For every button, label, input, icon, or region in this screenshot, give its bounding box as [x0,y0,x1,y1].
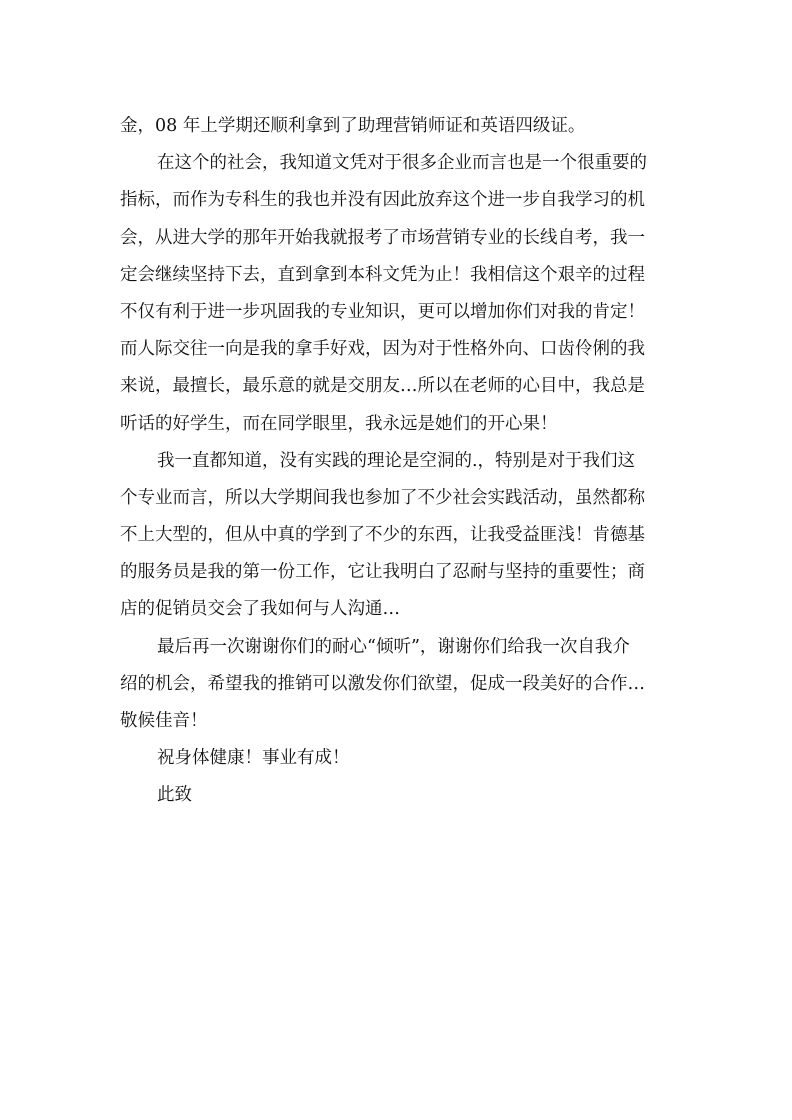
text-line: 店的促销员交会了我如何与人沟通… [120,599,400,620]
text-line: 个专业而言，所以大学期间我也参加了不少社会实践活动，虽然都称 [120,487,645,508]
text-line: 不上大型的，但从中真的学到了不少的东西，让我受益匪浅！肯德基 [120,525,645,546]
text-line: 敬候佳音！ [120,711,208,731]
closing-wish: 祝身体健康！事业有成！ [157,748,350,769]
text-line: 定会继续坚持下去，直到拿到本科文凭为止！我相信这个艰辛的过程 [120,264,645,285]
text-line: 指标，而作为专科生的我也并没有因此放弃这个进一步自我学习的机 [120,190,645,211]
paragraph-start-line: 我一直都知道，没有实践的理论是空洞的.，特别是对于我们这 [157,450,636,471]
letter-body [120,108,672,815]
text-line: 来说，最擅长，最乐意的就是交朋友…所以在老师的心目中，我总是 [120,376,645,397]
text-line: 而人际交往一向是我的拿手好戏，因为对于性格外向、口齿伶俐的我 [120,339,645,360]
text-line: 的服务员是我的第一份工作，它让我明白了忍耐与坚持的重要性；商 [120,562,645,583]
text-line: 听话的好学生，而在同学眼里，我永远是她们的开心果！ [120,413,558,434]
closing-salutation: 此致 [157,785,192,806]
paragraph-start-line: 最后再一次谢谢你们的耐心“倾听”，谢谢你们给我一次自我介 [157,636,630,657]
text-line: 绍的机会，希望我的推销可以激发你们欲望，促成一段美好的合作… [120,673,645,694]
text-line: 金，08 年上学期还顺利拿到了助理营销师证和英语四级证。 [120,116,586,136]
text-line: 会，从进大学的那年开始我就报考了市场营销专业的长线自考，我一 [120,227,645,248]
paragraph-start-line: 在这个的社会，我知道文凭对于很多企业而言也是一个很重要的 [157,153,647,174]
text-line: 不仅有利于进一步巩固我的专业知识，更可以增加你们对我的肯定！ [120,301,645,322]
